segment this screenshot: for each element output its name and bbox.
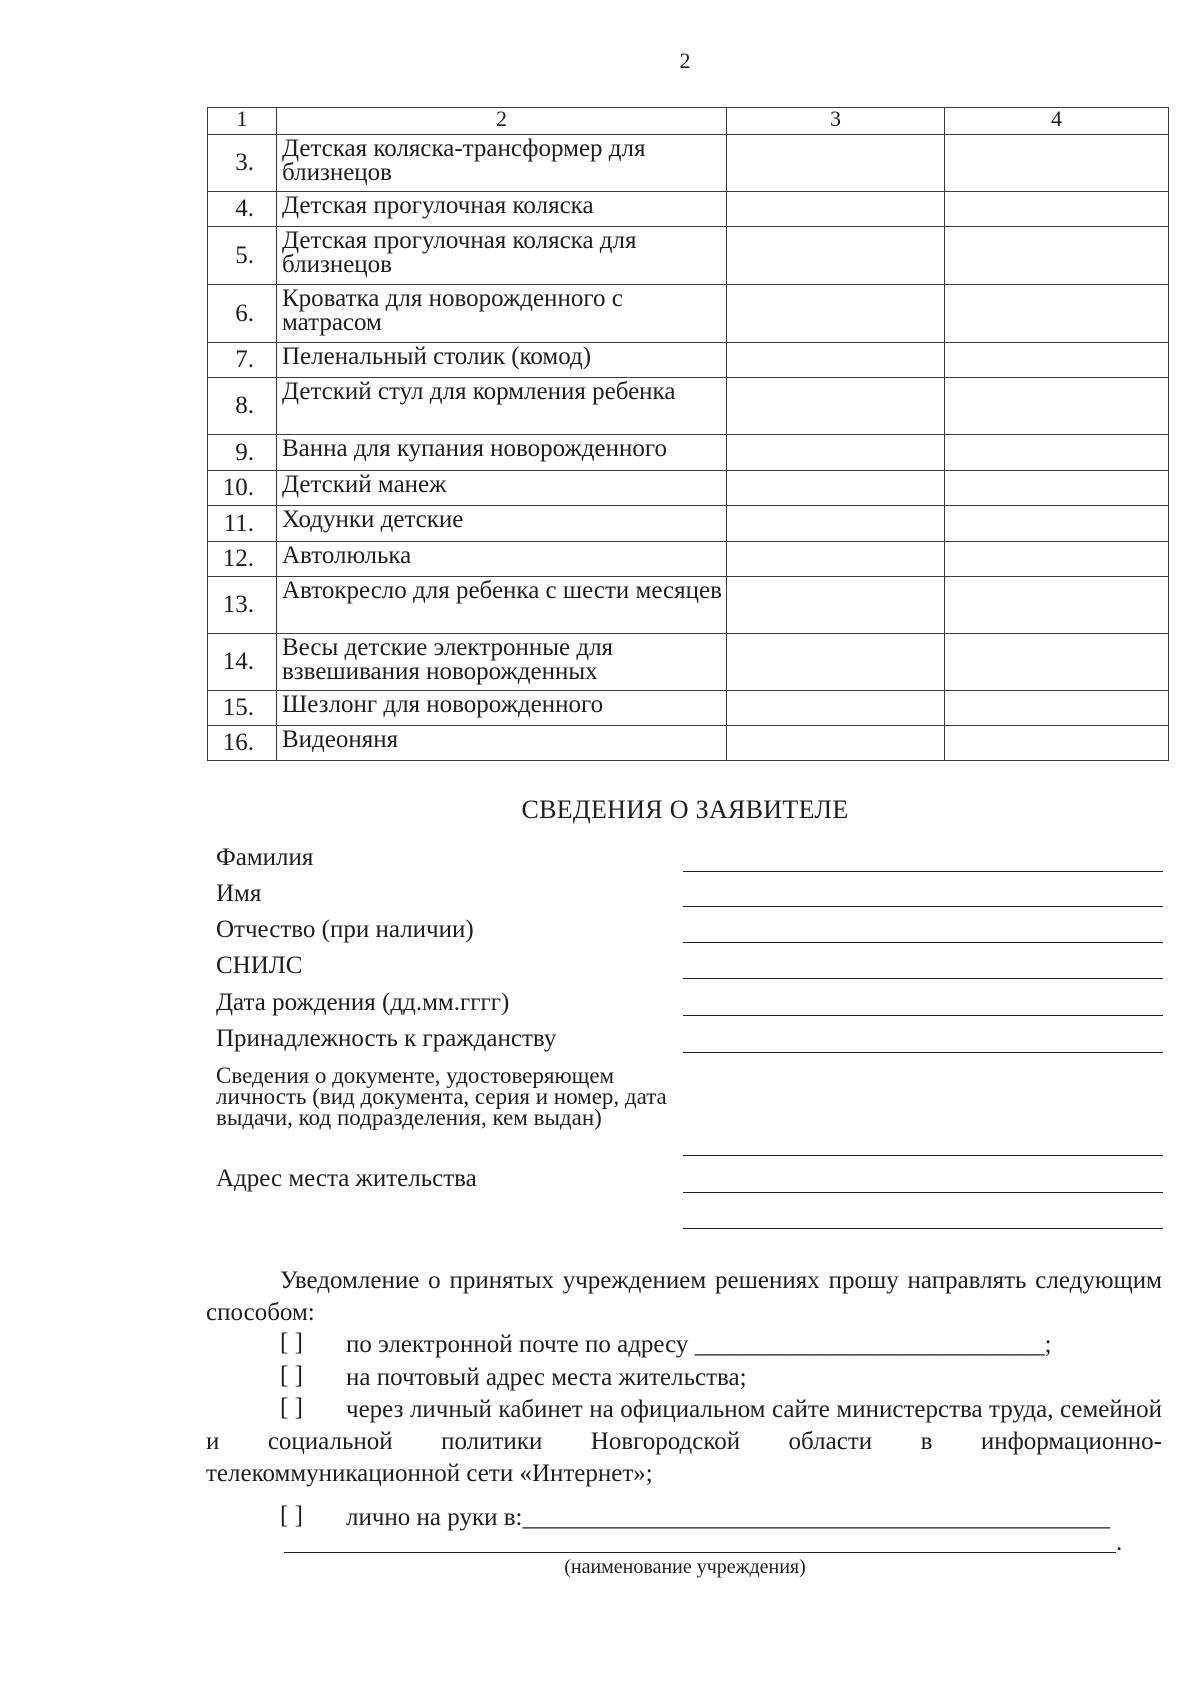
table-row (208, 343, 1169, 378)
empty-cell (945, 343, 1169, 378)
row-number: 10. (208, 471, 277, 506)
empty-cell (727, 192, 945, 227)
surname-label: Фамилия (216, 844, 314, 871)
table-row (208, 726, 1169, 761)
item-name: Автокресло для ребенка с шести месяцев (277, 577, 727, 634)
row-number: 14. (208, 634, 277, 691)
item-name: Видеоняня (277, 726, 727, 761)
institution-name-field[interactable] (284, 1552, 1116, 1553)
column-header: 4 (945, 108, 1169, 135)
empty-cell (945, 691, 1169, 726)
empty-cell (727, 135, 945, 192)
row-number: 6. (208, 285, 277, 343)
cabinet-checkbox[interactable]: [ ] (280, 1394, 303, 1421)
item-name: Весы детские электронные для взвешивания новорожденных (277, 634, 727, 691)
item-name: Кроватка для новорожденного с матрасом (277, 285, 727, 343)
item-name: Детская прогулочная коляска (277, 192, 727, 227)
item-name: Ванна для купания новорожденного (277, 435, 727, 471)
row-number: 3. (208, 135, 277, 192)
row-number: 5. (208, 227, 277, 285)
items-table (207, 107, 1169, 761)
name-field[interactable] (683, 906, 1163, 907)
email-option-text: по электронной почте по адресу ____________________________; (346, 1331, 1052, 1358)
row-number: 8. (208, 378, 277, 435)
empty-cell (727, 634, 945, 691)
empty-cell (727, 726, 945, 761)
empty-cell (727, 435, 945, 471)
empty-cell (945, 192, 1169, 227)
page-number: 2 (679, 48, 691, 73)
empty-cell (945, 227, 1169, 285)
postal-option-text: на почтовый адрес места жительства; (346, 1364, 747, 1391)
row-number: 16. (208, 726, 277, 761)
empty-cell (945, 285, 1169, 343)
name-label: Имя (216, 880, 262, 907)
item-name: Детская прогулочная коляска для близнецов (277, 227, 727, 285)
id-document-label: Сведения о документе, удостоверяющем личность (вид документа, серия и номер, дата выдачи, код подразделения, кем выдан) (216, 1063, 667, 1130)
empty-cell (945, 542, 1169, 577)
surname-field[interactable] (683, 871, 1163, 872)
item-name: Детский стул для кормления ребенка (277, 378, 727, 435)
row-number: 13. (208, 577, 277, 634)
citizenship-field[interactable] (683, 1052, 1163, 1053)
email-checkbox[interactable]: [ ] (280, 1329, 303, 1356)
empty-cell (727, 577, 945, 634)
cabinet-option-text: через личный кабинет на официальном сайте министерства труда, семейной и социальной политики Новгородской области в информационно-телекоммуникационной сети «Интернет»; (206, 1396, 1162, 1487)
empty-cell (945, 506, 1169, 542)
item-name: Детский манеж (277, 471, 727, 506)
institution-line-period: . (1116, 1529, 1123, 1556)
empty-cell (727, 285, 945, 343)
item-name: Шезлонг для новорожденного (277, 691, 727, 726)
snils-field[interactable] (683, 978, 1163, 979)
empty-cell (945, 634, 1169, 691)
table-row (208, 227, 1169, 285)
empty-cell (945, 726, 1169, 761)
item-name: Пеленальный столик (комод) (277, 343, 727, 378)
address-field-line-1[interactable] (683, 1192, 1163, 1193)
empty-cell (945, 378, 1169, 435)
row-number: 7. (208, 343, 277, 378)
table-header-row (208, 108, 1169, 135)
empty-cell (945, 135, 1169, 192)
patronymic-field[interactable] (683, 942, 1163, 943)
empty-cell (727, 471, 945, 506)
address-label: Адрес места жительства (216, 1165, 477, 1192)
address-field-line-2[interactable] (683, 1228, 1163, 1229)
empty-cell (945, 435, 1169, 471)
table-row (208, 135, 1169, 192)
item-name: Ходунки детские (277, 506, 727, 542)
patronymic-label: Отчество (при наличии) (216, 916, 474, 943)
empty-cell (945, 577, 1169, 634)
item-name: Автолюлька (277, 542, 727, 577)
empty-cell (727, 378, 945, 435)
institution-caption: (наименование учреждения) (564, 1556, 806, 1578)
item-name: Детская коляска-трансформер для близнецов (277, 135, 727, 192)
snils-label: СНИЛС (216, 952, 303, 979)
table-row (208, 285, 1169, 343)
applicant-section-title: СВЕДЕНИЯ О ЗАЯВИТЕЛЕ (521, 795, 849, 824)
citizenship-label: Принадлежность к гражданству (216, 1025, 557, 1052)
notification-intro: Уведомление о принятых учреждением решениях прошу направлять следующим способом: (206, 1267, 1162, 1326)
birth-date-field[interactable] (683, 1015, 1163, 1016)
table-row (208, 192, 1169, 227)
row-number: 12. (208, 542, 277, 577)
empty-cell (727, 506, 945, 542)
postal-checkbox[interactable]: [ ] (280, 1362, 303, 1389)
column-header: 1 (208, 108, 277, 135)
table-row (208, 506, 1169, 542)
row-number: 11. (208, 506, 277, 542)
table-row (208, 634, 1169, 691)
table-row (208, 542, 1169, 577)
table-row (208, 691, 1169, 726)
table-row (208, 577, 1169, 634)
id-document-field[interactable] (683, 1155, 1163, 1156)
column-header: 2 (277, 108, 727, 135)
in-person-checkbox[interactable]: [ ] (280, 1502, 303, 1529)
empty-cell (727, 691, 945, 726)
table-row (208, 471, 1169, 506)
column-header: 3 (727, 108, 945, 135)
row-number: 4. (208, 192, 277, 227)
in-person-option-text: лично на руки в:_______________________________________________ (346, 1504, 1110, 1531)
empty-cell (727, 343, 945, 378)
empty-cell (727, 227, 945, 285)
empty-cell (945, 471, 1169, 506)
row-number: 15. (208, 691, 277, 726)
table-row (208, 378, 1169, 435)
row-number: 9. (208, 435, 277, 471)
birth-date-label: Дата рождения (дд.мм.гггг) (216, 989, 510, 1016)
empty-cell (727, 542, 945, 577)
table-row (208, 435, 1169, 471)
